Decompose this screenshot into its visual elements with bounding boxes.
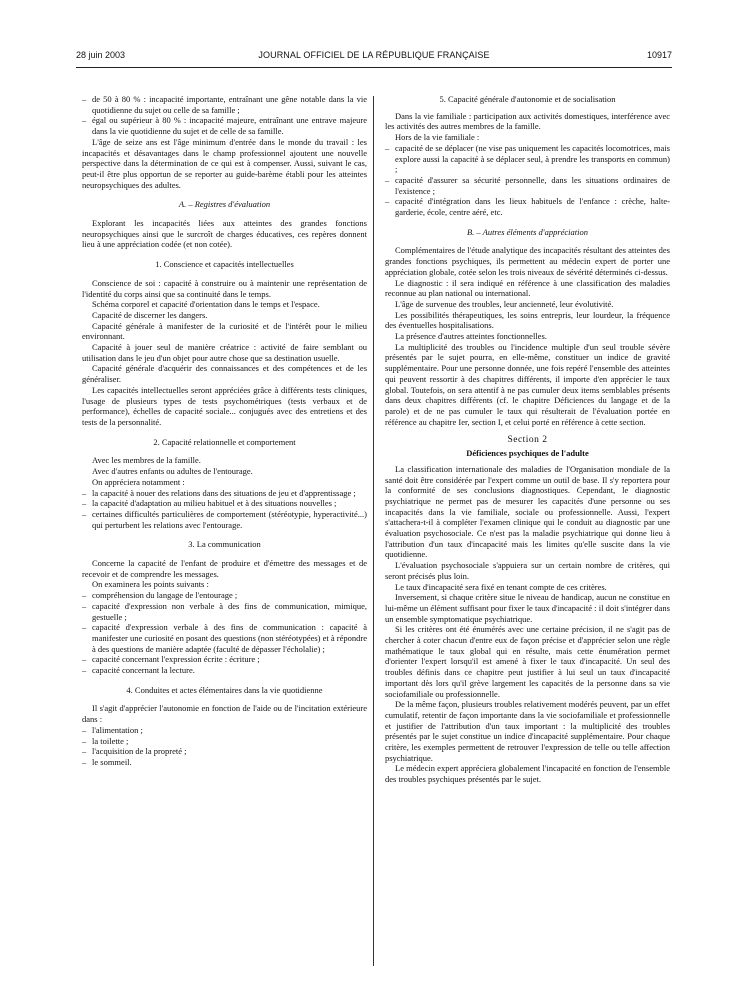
paragraph: L'âge de seize ans est l'âge minimum d'entrée dans le monde du travail : les incapacités et désavantages dans le champ professionnel ajoutent une nouvelle perspective dans la détermination de ce qui est à compenser. Aussi, suivant le cas, peut-il être plus opportun de se reporter au guide-barème établi pour les atteintes neuropsychiques des adultes. (82, 136, 367, 190)
paragraph: Il s'agit d'apprécier l'autonomie en fonction de l'aide ou de l'incitation extérieure dans : (82, 703, 367, 725)
paragraph: Capacité générale à manifester de la curiosité et de l'intérêt pour le milieu environnant. (82, 320, 367, 342)
paragraph: La classification internationale des maladies de l'Organisation mondiale de la santé doit être considérée par l'expert comme un outil de base. Il s'y reportera pour la conformité de ses conclusions diagnostiques. Cependant, le diagnostic psychiatrique ne permet pas de mesurer les capacités d'une personne ou ses incapacités dans la vie familiale, sociale ou professionnelle. Aussi, l'expert s'attachera-t-il à compléter l'examen clinique qui le conduit au diagnostic par une évaluation psychosociale. Ce n'est pas la maladie psychiatrique qui donne lieu à l'attribution d'un taux d'incapacité mais les limites qu'elle suscite dans la vie quotidienne. (385, 463, 670, 560)
right-column (385, 94, 670, 974)
list-item: – la capacité à nouer des relations dans des situations de jeu et d'apprentissage ; (82, 488, 367, 499)
left-column (82, 94, 367, 968)
paragraph: Capacité de discerner les dangers. (92, 309, 208, 320)
paragraph: L'évaluation psychosociale s'appuiera sur un certain nombre de critères, qui seront précisés plus loin. (385, 560, 670, 581)
list-item: – l'acquisition de la propreté ; (82, 746, 367, 757)
list-item: – égal ou supérieur à 80 % : incapacité majeure, entraînant une entrave majeure dans la vie quotidienne du sujet et de celle de sa famille. (82, 115, 367, 136)
paragraph: Hors de la vie familiale : (395, 132, 480, 143)
list-item: – capacité d'expression non verbale à des fins de communication, mimique, gestuelle ; (82, 601, 367, 622)
list-item: – la capacité d'adaptation au milieu habituel et à des situations nouvelles ; (82, 498, 367, 509)
paragraph: La multiplicité des troubles ou l'incidence multiple d'un seul trouble sévère présentés par le sujet pourra, en elle-même, constituer un indice de gravité supplémentaire. Pour une personne donnée, une fois repéré l'ensemble des atteintes qui peuvent ressortir à des chapitres différents, il importe d'en apprécier le taux global. Toutefois, on sera attentif à ne pas cumuler deux items semblables présents dans deux chapitres différents (cf. le chapitre Déficiences du langage et de la parole) et de ne pas cumuler le taux qui résulterait de l'évaluation portée en référence au chapitre Ier, section I, et celui porté en référence à cette section. (385, 341, 670, 427)
paragraph: La présence d'autres atteintes fonctionnelles. (395, 331, 547, 342)
paragraph: De la même façon, plusieurs troubles relativement modérés peuvent, par un effet cumulatif, retentir de façon importante dans la vie sociofamiliale et professionnelle et justifier de l'attribution d'un taux important : la multiplicité des troubles présentés par le sujet constitue un indice d'incapacité supplémentaire. Pour chaque critère, les exemples permettent de retrouver l'expression de telle ou telle affection psychiatrique. (385, 699, 670, 763)
list-item: – capacité d'intégration dans les lieux habituels de l'enfance : crèche, halte-garderie, école, centre aéré, etc. (385, 196, 670, 217)
paragraph: Explorant les incapacités liées aux atteintes des grandes fonctions neuropsychiques ainsi que le surcroît de charges éducatives, ces repères donnent lieu à une appréciation codée (et non cotée). (82, 218, 367, 250)
paragraph: Le diagnostic : il sera indiqué en référence à une classification des maladies reconnue au plan national ou international. (385, 277, 670, 299)
section-title: Section 2 (507, 435, 548, 446)
paragraph: Concerne la capacité de l'enfant de produire et d'émettre des messages et de recevoir et de comprendre les messages. (82, 558, 367, 579)
paragraph: Le taux d'incapacité sera fixé en tenant compte de ces critères. (395, 581, 607, 592)
paragraph: Schéma corporel et capacité d'orientation dans le temps et l'espace. (92, 299, 320, 310)
header-rule (76, 67, 672, 68)
page-header (76, 50, 672, 66)
header-date: 28 juin 2003 (76, 50, 126, 60)
paragraph: Avec d'autres enfants ou adultes de l'entourage. (92, 466, 253, 477)
section-subtitle: Déficiences psychiques de l'adulte (466, 448, 589, 459)
page-number: 10917 (646, 50, 672, 60)
paragraph: Les capacités intellectuelles seront appréciées grâce à différents tests cliniques, l'usage de plusieurs types de tests psychométriques (tests verbaux et de performance), échelles de capacité sociale... conjugués avec des entretiens et des tests de la personnalité. (82, 384, 367, 427)
list-item: – capacité concernant la lecture. (82, 665, 367, 676)
subheading-5: 5. Capacité générale d'autonomie et de socialisation (439, 94, 616, 104)
paragraph: Les possibilités thérapeutiques, les soins entrepris, leur lourdeur, la fréquence des éventuelles hospitalisations. (385, 309, 670, 331)
paragraph: On examinera les points suivants : (92, 579, 209, 590)
subheading-3: 3. La communication (188, 539, 261, 550)
list-item: – capacité concernant l'expression écrite : écriture ; (82, 654, 367, 665)
list-item: – certaines difficultés particulières de comportement (stéréotypie, hyperactivité...) qui perturbent les relations avec l'entourage. (82, 509, 367, 530)
column-divider (373, 96, 374, 966)
paragraph: On appréciera notamment : (92, 476, 185, 487)
paragraph: Inversement, si chaque critère situe le niveau de handicap, aucun ne constitue en lui-même un élément suffisant pour fixer le taux d'incapacité : il doit s'intégrer dans un ensemble symptomatique psychiatrique. (385, 592, 670, 624)
subheading-2: 2. Capacité relationnelle et comportement (153, 436, 296, 447)
paragraph: Complémentaires de l'étude analytique des incapacités résultant des atteintes des grandes fonctions psychiques, ils permettent au médecin expert de porter une appréciation globale, cotée selon les trois niveaux de sévérité déterminés ci-dessus. (385, 245, 670, 277)
list-item: – le sommeil. (82, 757, 367, 768)
journal-title: JOURNAL OFFICIEL DE LA RÉPUBLIQUE FRANÇAISE (258, 50, 490, 60)
list-item: – capacité d'expression verbale à des fins de communication : capacité à manifester une curiosité en posant des questions (non stéréotypées) et à répondre à des questions de manière adaptée (faculté de dépasser l'écholalie) ; (82, 622, 367, 654)
paragraph: Capacité à jouer seul de manière créatrice : activité de faire semblant ou utilisation dans le jeu d'un objet pour autre chose que sa destination usuelle. (82, 342, 367, 363)
section-heading-a: A. – Registres d'évaluation (178, 199, 271, 210)
paragraph: Avec les membres de la famille. (92, 455, 201, 466)
list-item: – capacité d'assurer sa sécurité personnelle, dans les situations ordinaires de l'existence ; (385, 175, 670, 196)
list-item: – la toilette ; (82, 736, 367, 747)
subheading-4: 4. Conduites et actes élémentaires dans la vie quotidienne (126, 684, 323, 695)
paragraph: Conscience de soi : capacité à construire ou à maintenir une représentation de l'identité du corps ainsi que sa continuité dans le temps. (82, 277, 367, 299)
paragraph: Capacité générale d'acquérir des connaissances et des compétences et de les généraliser. (82, 363, 367, 385)
list-item: – de 50 à 80 % : incapacité importante, entraînant une gêne notable dans la vie quotidienne du sujet ou celle de sa famille ; (82, 94, 367, 115)
list-item: – capacité de se déplacer (ne vise pas uniquement les capacités locomotrices, mais explore aussi la capacité à se déplacer seul, à prendre les transports en commun) ; (385, 143, 670, 175)
subheading-1: 1. Conscience et capacités intellectuelles (155, 259, 294, 270)
paragraph: Dans la vie familiale : participation aux activités domestiques, interférence avec les activités des autres membres de la famille. (385, 110, 670, 132)
list-item: – compréhension du langage de l'entourage ; (82, 590, 367, 601)
paragraph: Si les critères ont été énumérés avec une certaine précision, il ne s'agit pas de chercher à coter chacun d'entre eux de façon précise et d'apprécier selon une règle mathématique le taux global qui en résulte, mais cette énumération permet d'orienter l'expert lorsqu'il est amené à fixer le taux d'incapacité. Un seul des troubles définis dans ce chapitre peut justifier à lui seul un taux d'incapacité important dès lors qu'il grève largement les capacités de la personne dans sa vie sociofamiliale ou professionnelle. (385, 624, 670, 699)
list-item: – l'alimentation ; (82, 725, 367, 736)
paragraph: L'âge de survenue des troubles, leur ancienneté, leur évolutivité. (395, 298, 614, 309)
section-heading-b: B. – Autres éléments d'appréciation (466, 226, 589, 237)
paragraph: Le médecin expert appréciera globalement l'incapacité en fonction de l'ensemble des troubles psychiques présentés par le sujet. (385, 763, 670, 785)
